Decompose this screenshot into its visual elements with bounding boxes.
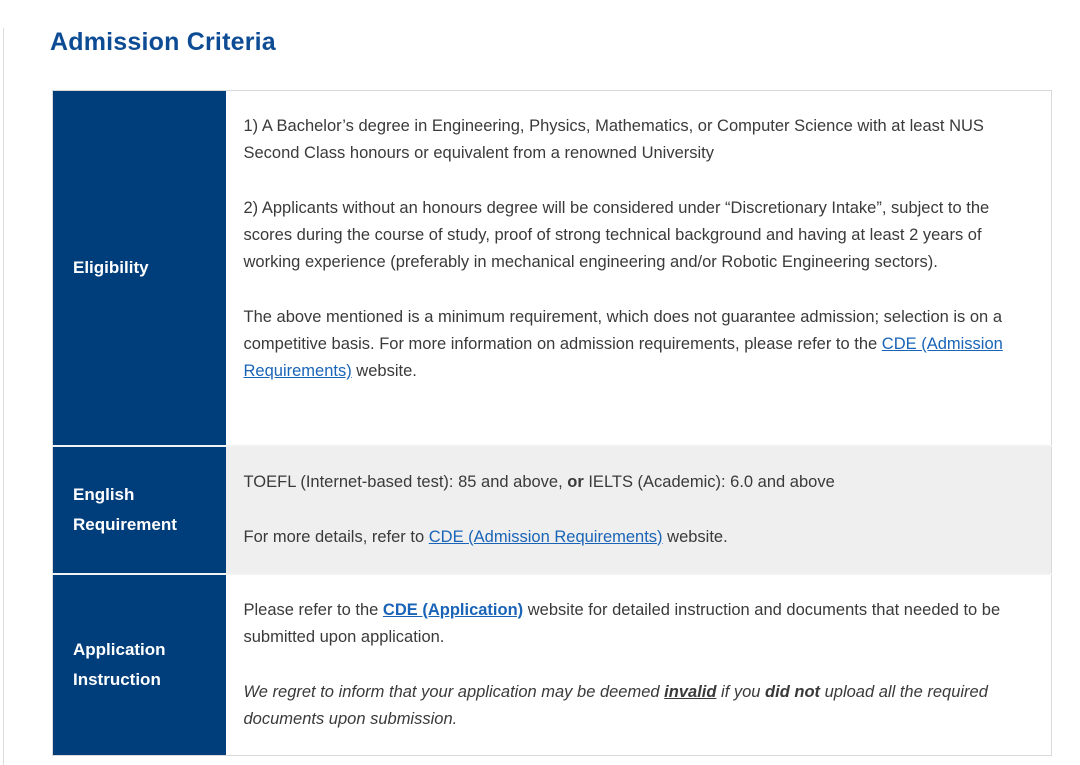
bold-text: or xyxy=(567,472,584,491)
row-label: Application Instruction xyxy=(73,639,166,689)
table-row xyxy=(53,574,1052,756)
cde-link[interactable]: CDE (Application) xyxy=(382,600,524,619)
admission-criteria-table-body xyxy=(53,91,1052,756)
row-content-cell xyxy=(226,446,1052,574)
cde-link[interactable]: CDE (Admission Requirements) xyxy=(243,335,1003,380)
paragraph: Please refer to the CDE (Application) website for detailed instruction and documents that needed to be submitted upon application. xyxy=(243,600,1001,646)
row-label-cell xyxy=(53,446,226,574)
row-label-cell xyxy=(53,574,226,756)
paragraph: The above mentioned is a minimum requirement, which does not guarantee admission; selection is on a competitive basis. For more information on admission requirements, please refer to the CDE (Admission Requirements) website. xyxy=(243,308,1003,380)
page-left-rule xyxy=(3,28,4,765)
paragraph: TOEFL (Internet-based test): 85 and above, or IELTS (Academic): 6.0 and above xyxy=(243,472,835,491)
paragraph: 2) Applicants without an honours degree will be considered under “Discretionary Intake”, subject to the scores during the course of study, proof of strong technical background and having at least 2 years of working experience (preferably in mechanical engineering and/or Robotic Engineering sectors). xyxy=(243,199,990,271)
table-row xyxy=(53,446,1052,574)
row-label: Eligibility xyxy=(73,257,149,277)
cde-link[interactable]: CDE (Admission Requirements) xyxy=(428,527,663,546)
row-label: English Requirement xyxy=(73,484,177,534)
row-content-cell xyxy=(226,574,1052,756)
bold-text: did not xyxy=(765,682,821,701)
paragraph: We regret to inform that your application may be deemed invalid if you did not upload all the required documents upon submission. xyxy=(243,682,988,728)
bold-underlined-text: invalid xyxy=(664,682,717,701)
row-label-cell xyxy=(53,91,226,446)
table-row xyxy=(53,91,1052,446)
admission-criteria-table xyxy=(52,90,1052,756)
paragraph: For more details, refer to CDE (Admission Requirements) website. xyxy=(243,527,728,546)
row-content-cell xyxy=(226,91,1052,446)
page-title: Admission Criteria xyxy=(50,28,276,56)
paragraph: 1) A Bachelor’s degree in Engineering, Physics, Mathematics, or Computer Science with at least NUS Second Class honours or equivalent from a renowned University xyxy=(243,117,984,162)
